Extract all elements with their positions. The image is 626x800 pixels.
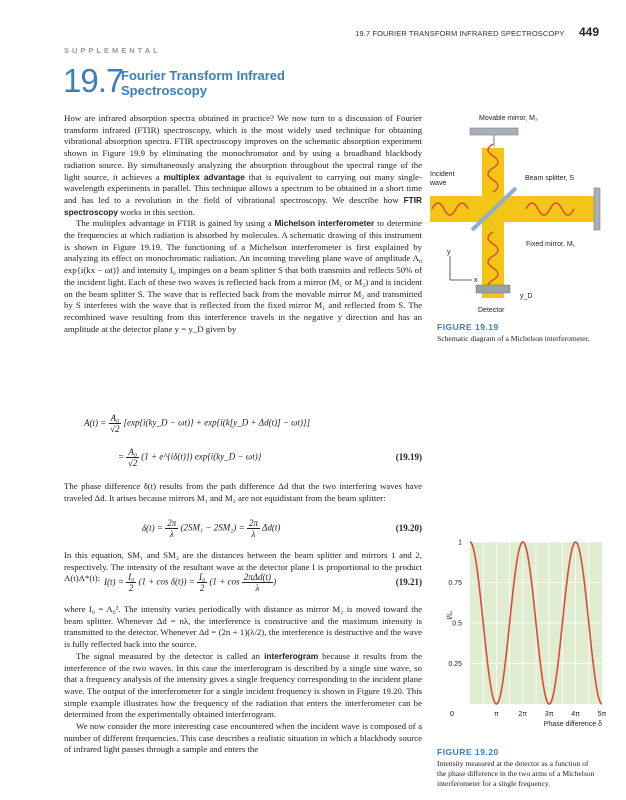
term-michelson: Michelson interferometer bbox=[274, 218, 375, 229]
paragraph-5: where I₀ = A₀². The intensity varies periodically with distance as mirror M₂ is moved toward the beam splitter. Whenever Δd = nλ, the interference is constructive and the maximum intensity is transmitted to the detector. Whenever Δd = (2n + 1)(λ/2), the interference is destructive and the wave is fully reflected back into the source. bbox=[64, 604, 422, 650]
paragraph-1: How are infrared absorption spectra obtained in practice? We now turn to a discussion of Fourier transform infrared (FTIR) spectroscopy, which is the most widely used technique for obtaining vibrational absorption spectra. FTIR spectroscopy improves on the schematic absorption experiment shown in Figure 19.9 by eliminating the monochromator and by using a broadband blackbody radiation source. By simultaneously analyzing the absorption throughout the spectral range of the light source, it achieves a multiplex advantage that is equivalent to carrying out many single-wavelength experiments in parallel. This technique allows a spectrum to be obtained in a short time and has led to a revolution in the field of vibrational spectroscopy. We describe how FTIR spectroscopy works in this section. bbox=[64, 113, 422, 217]
equation-number-19-21: (19.21) bbox=[395, 577, 422, 587]
section-number: 19.7 bbox=[63, 62, 124, 99]
paragraph-7: We now consider the more interesting case encountered when the incident wave is composed of a number of different frequencies. This case describes a realistic situation in which a blackbody source of infrared light passes through a sample and enters the bbox=[64, 721, 422, 755]
figure-19-20-caption: FIGURE 19.20 Intensity measured at the detector as a function of the phase difference in the two arms of a Michelson interferometer for a single frequency. bbox=[437, 747, 597, 789]
label-movable-mirror: Movable mirror, M₂ bbox=[479, 115, 538, 122]
x-tick-label: π bbox=[493, 711, 499, 718]
movable-mirror bbox=[470, 128, 518, 135]
x-tick-label: 2π bbox=[518, 711, 528, 718]
y-tick-label: 1 bbox=[458, 539, 462, 547]
figure-19-20-label: FIGURE 19.20 bbox=[437, 747, 499, 757]
running-title: 19.7 FOURIER TRANSFORM INFRARED SPECTROSCOPY bbox=[355, 29, 565, 38]
label-wave: wave bbox=[430, 180, 447, 187]
paragraph-4: In this equation, SM₁ and SM₂ are the distances between the beam splitter and mirrors 1 and 2, respectively. The intensity of the resultant wave at the detector plane I is proportional to the product A(t)A*(t): bbox=[64, 550, 422, 584]
equation-number-19-19: (19.19) bbox=[395, 452, 422, 462]
label-yd: y_D bbox=[520, 293, 533, 300]
detector bbox=[476, 285, 510, 293]
x-tick-label: 5π bbox=[597, 711, 607, 718]
vertical-beam bbox=[482, 148, 504, 298]
interferogram-chart bbox=[430, 530, 610, 730]
term-interferogram: interferogram bbox=[264, 650, 319, 661]
section-title bbox=[121, 68, 285, 98]
y-tick-label: 0.75 bbox=[448, 580, 462, 587]
section-title-line2: Spectroscopy bbox=[121, 83, 207, 98]
equation-19-19-line2: = $\frac{\text{A₀}}{√2}$ (1 + e^{iδ(t)}) exp{i(ky_D − ωt)} (19.19) bbox=[118, 447, 422, 468]
equation-19-19-line1: A(t) = $\frac{\text{A₀}}{√2}$ [exp{i(ky_D − ωt)} + exp{i(k[y_D + Δd(t)] − ωt)}] bbox=[84, 413, 311, 434]
y-tick-label: 0.25 bbox=[448, 661, 462, 668]
x-axis-label: Phase difference δ bbox=[543, 721, 602, 728]
running-header bbox=[355, 23, 599, 41]
label-fixed-mirror: Fixed mirror, M₁ bbox=[526, 241, 576, 248]
label-detector: Detector bbox=[478, 307, 505, 314]
y-tick-labels bbox=[448, 540, 462, 669]
y-tick-label: 0.5 bbox=[452, 620, 462, 628]
fixed-mirror bbox=[594, 188, 600, 230]
body-text-4 bbox=[64, 604, 422, 756]
equation-19-21: I(t) = $\frac{\text{I₀}}{2}$ (1 + cos δ(t)) = $\frac{\text{I₀}}{2}$ (1 + cos $\frac{\text{2πΔd(t)}}{\lambda}$ ) (19.21) bbox=[104, 572, 422, 593]
page-number: 449 bbox=[578, 25, 599, 39]
body-text-1 bbox=[64, 113, 422, 335]
x-tick-labels bbox=[450, 711, 606, 718]
label-y-axis: y bbox=[447, 249, 451, 256]
paragraph-3: The phase difference δ(t) results from the path difference Δd that the two interfering waves have traveled Δd. It arises because mirrors M₁ and M₂ are not equidistant from the beam splitter: bbox=[64, 481, 422, 503]
horizontal-beam bbox=[430, 196, 598, 222]
x-tick-label: 3π bbox=[544, 711, 554, 718]
michelson-diagram bbox=[430, 108, 605, 333]
label-incident: Incident bbox=[430, 171, 455, 178]
term-multiplex: multiplex advantage bbox=[163, 171, 245, 182]
figure-19-19-caption: FIGURE 19.19 Schematic diagram of a Michelson interferometer. bbox=[437, 322, 597, 344]
supplemental-label: SUPPLEMENTAL bbox=[64, 46, 161, 55]
section-title-line1: Fourier Transform Infrared bbox=[121, 68, 285, 83]
paragraph-6: The signal measured by the detector is called an interferogram because it results from the interference of the two waves. In this case the interferogram is described by a single sine wave, so that a frequency analysis of the intensity gives a single frequency corresponding to the incident plane wave. The output of the interferometer for a single incident frequency is shown in Figure 19.20. This simple example illustrates how the frequency of the radiation that enters the interferometer can be determined from the experimentally obtained interferogram. bbox=[64, 650, 422, 720]
y-axis-label: I/I₀ bbox=[447, 611, 454, 620]
x-tick-label: 4π bbox=[571, 711, 580, 718]
x-tick-label: 0 bbox=[450, 711, 454, 718]
equation-19-20: δ(t) = $\frac{2\pi}{\lambda}$ (2SM₁ − 2SM₂) = $\frac{2\pi}{\lambda}$ Δd(t) (19.20) bbox=[142, 518, 422, 539]
equation-number-19-20: (19.20) bbox=[395, 523, 422, 533]
body-text-2 bbox=[64, 481, 422, 504]
label-x-axis: x bbox=[474, 277, 478, 284]
label-beam-splitter: Beam splitter, S bbox=[525, 175, 575, 182]
figure-19-19-label: FIGURE 19.19 bbox=[437, 322, 499, 332]
term-ftir: FTIR spectroscopy bbox=[64, 194, 422, 217]
paragraph-2: The multiplex advantage in FTIR is gained by using a Michelson interferometer to determine the frequencies at which radiation is absorbed by molecules. A schematic drawing of this instrument is shown in Figure 19.19. The functioning of a Michelson interferometer is first explained by analyzing its effect on monochromatic radiation. An incoming traveling plane wave of amplitude A₀ exp{i(kx − ωt)} and intensity I₀ impinges on a beam splitter S that both transmits and reflects 50% of the incident light. Each of these two waves is reflected back from a mirror (M₁ or M₂) and is incident on the beam splitter S. The wave that is reflected back from the movable mirror M₂ and transmitted by S interferes with the wave that is reflected from the fixed mirror M₁ and reflected from S. The recombined wave resulting from this interference travels in the negative y direction and has an amplitude at the detector plane y = y_D given by bbox=[64, 218, 422, 334]
